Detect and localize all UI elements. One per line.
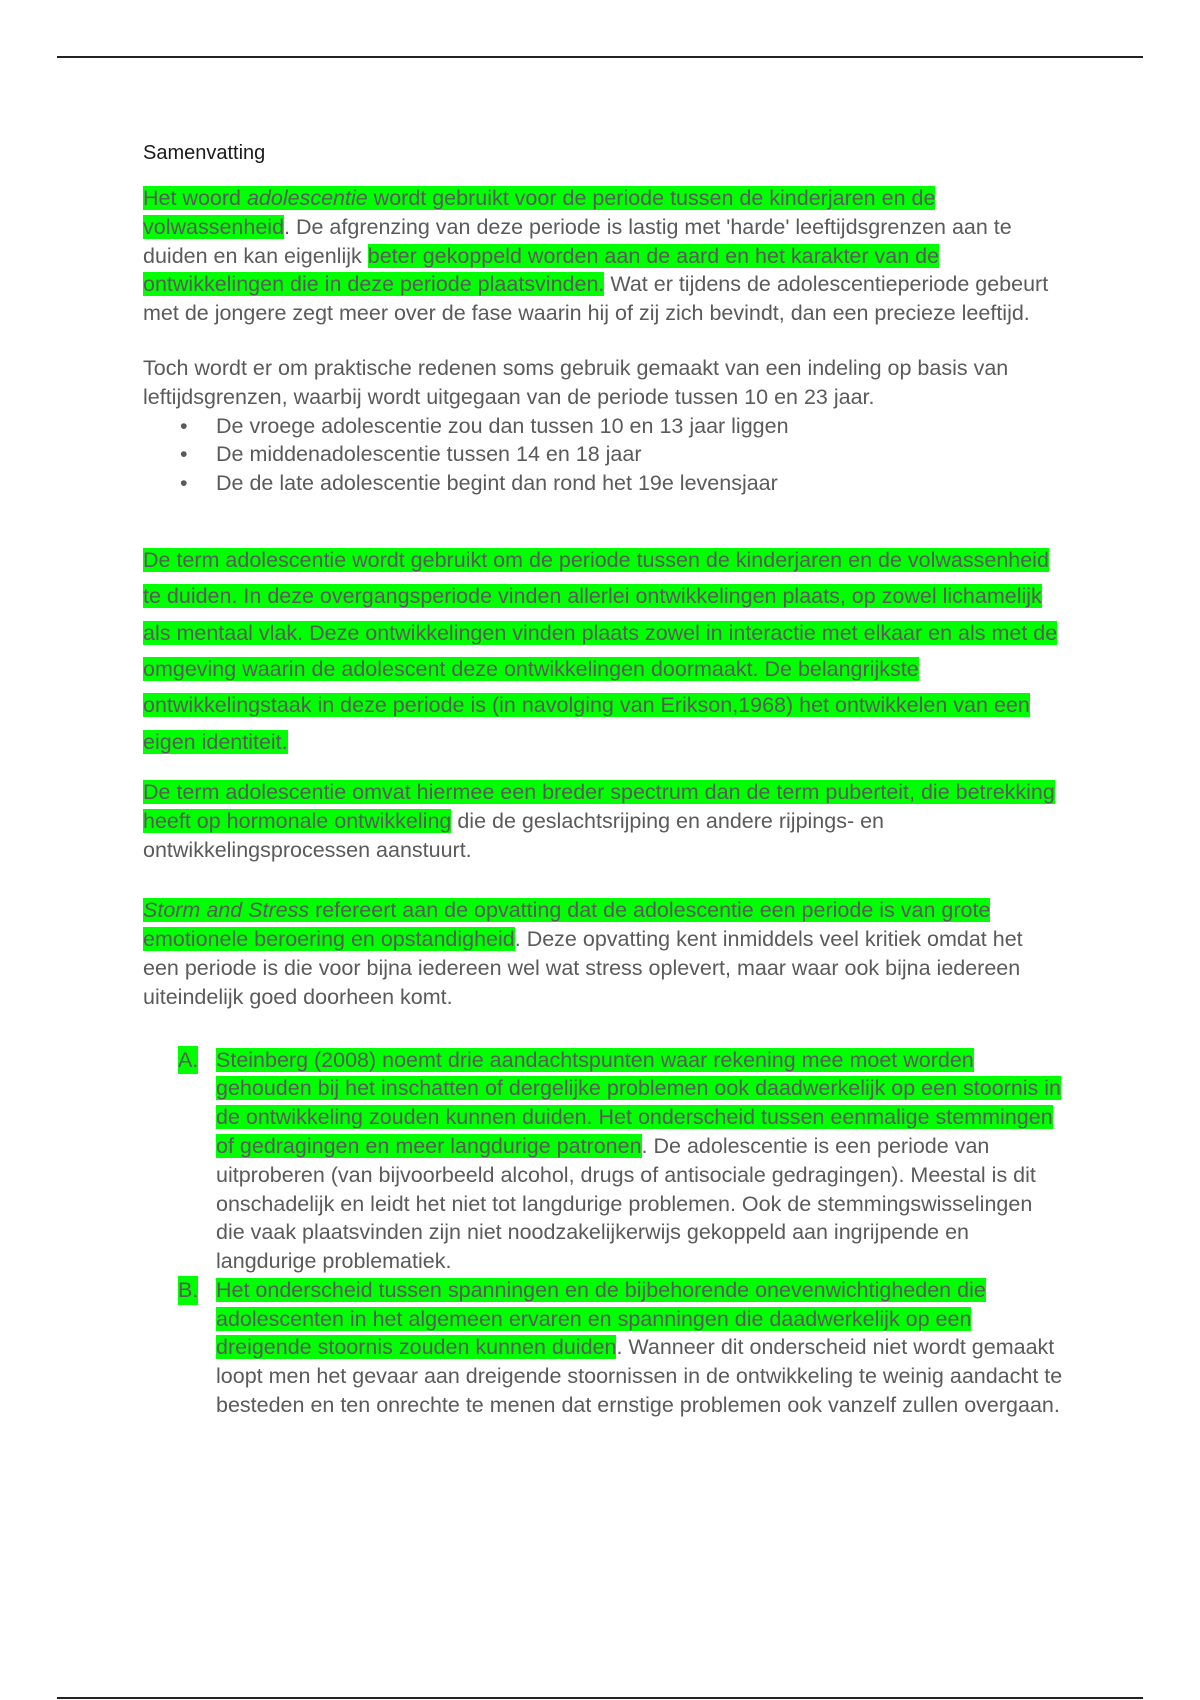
list-item: • De vroege adolescentie zou dan tussen 10 en 13 jaar liggen [143,412,1063,441]
paragraph-storm-stress [143,896,1063,1011]
text-storm: . Deze opvatting kent inmiddels veel kritiek omdat het een periode is die voor bijna iedereen wel wat stress oplevert, maar waar ook bijna iedereen uiteindelijk goed doorheen komt. [143,927,1023,1009]
highlight-2: wordt gebruikt voor de periode tussen de kinderjaren en de volwassenheid [143,186,936,239]
text-puberty: die de geslachtsrijping en andere rijpings- en ontwikkelingsprocessen aanstuurt. [143,808,885,862]
list-marker: A. [178,1046,198,1075]
highlight-puberty: De term adolescentie omvat hiermee een breder spectrum dan de term puberteit, die betrekking heeft op hormonale ontwikkeling [143,779,1055,833]
list-item: • De middenadolescentie tussen 14 en 18 jaar [143,440,1063,469]
bullet-icon: • [180,442,188,467]
document-body [143,140,1063,1420]
paragraph-puberty [143,778,1063,864]
bullet-icon: • [180,471,188,496]
highlight-point-a: Steinberg (2008) noemt drie aandachtspunten waar rekening mee moet worden gehouden bij het inschatten of dergelijke problemen ook daadwerkelijk op een stoornis in de ontwikkeling zouden kunnen duiden. Het onderscheid tussen eenmalige stemmingen of gedragingen en meer langdurige patronen [216,1047,1062,1158]
list-item [143,1276,1063,1420]
highlight-point-b: Het onderscheid tussen spanningen en de bijbehorende onevenwichtigheden die adolescenten in het algemeen ervaren en spanningen die daadwerkelijk op een dreigende stoornis zouden kunnen duiden [216,1277,986,1360]
text-point-a: . De adolescentie is een periode van uitproberen (van bijvoorbeeld alcohol, drugs of antisociale gedragingen). Meestal is dit onschadelijk en leidt het niet tot langdurige problemen. Ook de stemmingswisselingen die vaak plaatsvinden zijn niet noodzakelijkerwijs gekoppeld aan ingrijpende en langdurige problematiek. [216,1133,1036,1274]
attention-points-list [143,1046,1063,1420]
text-1: . De afgrenzing van deze periode is lastig met 'harde' leeftijdsgrenzen aan te duiden en kan eigenlijk [143,214,1012,268]
highlight-storm: refereert aan de opvatting dat de adolescentie een periode is van grote emotionele beroering en opstandigheid [143,898,991,952]
text-point-b: . Wanneer dit onderscheid niet wordt gemaakt loopt men het gevaar aan dreigende stoornissen in de ontwikkeling te weinig aandacht te besteden en ten onrechte te menen dat ernstige problemen ook vanzelf zullen overgaan. [216,1335,1063,1418]
highlight-1: Het woord [143,186,247,210]
list-item [143,1046,1063,1276]
page-heading: Samenvatting [143,142,266,164]
paragraph-age-bounds: Toch wordt er om praktische redenen soms gebruik gemaakt van een indeling op basis van leftijdsgrenzen, waarbij wordt uitgegaan van de periode tussen 10 en 23 jaar. [143,355,1009,409]
bullet-icon: • [180,413,188,438]
footer-rule [57,1697,1143,1699]
highlight-storm-term: Storm and Stress [143,898,310,923]
highlight-term: adolescentie [246,186,368,210]
paragraph-intro [143,184,1063,328]
text-2: Wat er tijdens de adolescentieperiode gebeurt met de jongere zegt meer over de fase waarin hij of zij zich bevindt, dan een precieze leeftijd. [143,272,1049,326]
header-rule [57,56,1143,58]
list-marker: B. [178,1276,198,1305]
highlight-definition: De term adolescentie wordt gebruikt om de periode tussen de kinderjaren en de volwassenheid te duiden. In deze overgangsperiode vinden allerlei ontwikkelingen plaats, op zowel lichamelijk als mentaal vlak. Deze ontwikkelingen vinden plaats zowel in interactie met elkaar en als met de omgeving waarin de adolescent deze ontwikkelingen doormaakt. De belangrijkste ontwikkelingstaak in deze periode is (in navolging van Erikson,1968) het ontwikkelen van een eigen identiteit. [143,547,1058,754]
paragraph-definition [143,542,1063,760]
highlight-3: beter gekoppeld worden aan de aard en het karakter van de ontwikkelingen die in deze periode plaatsvinden. [143,243,940,297]
age-phase-list [143,412,1063,498]
list-item: • De de late adolescentie begint dan rond het 19e levensjaar [143,469,1063,498]
